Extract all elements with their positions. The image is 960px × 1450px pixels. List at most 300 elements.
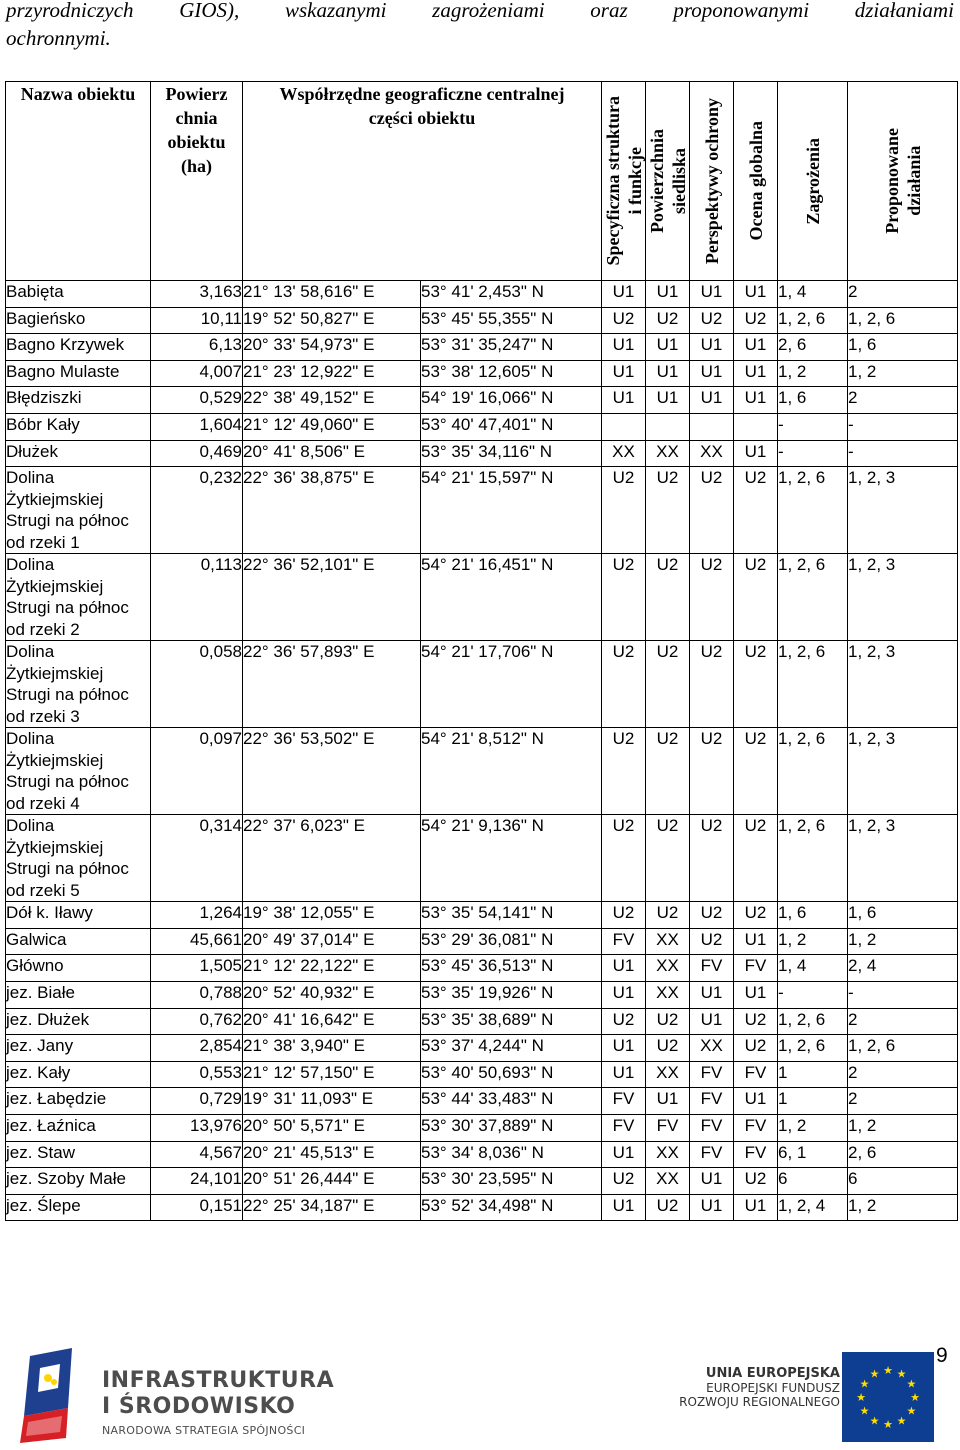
row-area: 0,729: [151, 1088, 243, 1115]
row-coord-e: 21° 13' 58,616" E: [243, 281, 421, 308]
row-spec: U1: [602, 387, 646, 414]
row-coord-e: 20° 51' 26,444" E: [243, 1168, 421, 1195]
row-spec: XX: [602, 440, 646, 467]
row-spec: [602, 413, 646, 440]
row-spec: U1: [602, 281, 646, 308]
row-area: 0,314: [151, 815, 243, 902]
row-actions: 2, 6: [848, 1141, 958, 1168]
table-row: [6, 360, 958, 387]
row-global: U1: [734, 928, 778, 955]
table-row: [6, 815, 958, 902]
row-spec: U2: [602, 902, 646, 929]
row-threats: 1, 6: [778, 387, 848, 414]
row-surface: FV: [646, 1114, 690, 1141]
row-coord-e: 19° 31' 11,093" E: [243, 1088, 421, 1115]
intro-word: przyrodniczych: [6, 0, 134, 22]
header-actions: Proponowane działania: [848, 82, 958, 281]
table-row: [6, 928, 958, 955]
row-name: jez. Dłużek: [6, 1008, 151, 1035]
row-prospects: FV: [690, 1141, 734, 1168]
eu-star-icon: ★: [896, 1415, 907, 1428]
row-actions: -: [848, 413, 958, 440]
row-surface: U2: [646, 307, 690, 334]
row-area: 0,553: [151, 1061, 243, 1088]
row-surface: U2: [646, 815, 690, 902]
row-spec: FV: [602, 1114, 646, 1141]
row-coord-n: 53° 31' 35,247" N: [421, 334, 602, 361]
row-name: Dolina Żytkiejmskiej Strugi na północ od rzeki 5: [6, 815, 151, 902]
row-global: FV: [734, 1061, 778, 1088]
header-threats: Zagrożenia: [778, 82, 848, 281]
row-coord-e: 20° 52' 40,932" E: [243, 981, 421, 1008]
table-header-row: [6, 82, 958, 281]
row-spec: FV: [602, 1088, 646, 1115]
row-surface: U1: [646, 281, 690, 308]
row-threats: 1, 2: [778, 1114, 848, 1141]
row-area: 0,469: [151, 440, 243, 467]
header-prospects: Perspektywy ochrony: [690, 82, 734, 281]
row-threats: -: [778, 413, 848, 440]
row-spec: U1: [602, 1194, 646, 1221]
row-name: jez. Kały: [6, 1061, 151, 1088]
row-global: U1: [734, 334, 778, 361]
table-row: [6, 1008, 958, 1035]
row-name: Galwica: [6, 928, 151, 955]
row-spec: U2: [602, 554, 646, 641]
row-area: 0,232: [151, 467, 243, 554]
row-surface: U2: [646, 1194, 690, 1221]
row-coord-n: 53° 30' 23,595" N: [421, 1168, 602, 1195]
row-actions: 2: [848, 281, 958, 308]
row-global: U2: [734, 307, 778, 334]
eu-star-icon: ★: [910, 1392, 920, 1404]
row-coord-e: 20° 49' 37,014" E: [243, 928, 421, 955]
row-coord-e: 20° 41' 16,642" E: [243, 1008, 421, 1035]
row-coord-e: 22° 36' 38,875" E: [243, 467, 421, 554]
row-global: U2: [734, 467, 778, 554]
eu-star-icon: ★: [859, 1405, 870, 1418]
row-coord-e: 20° 50' 5,571" E: [243, 1114, 421, 1141]
row-global: U1: [734, 1088, 778, 1115]
row-global: U1: [734, 981, 778, 1008]
habitat-table: [5, 81, 958, 1221]
row-name: Dolina Żytkiejmskiej Strugi na północ od rzeki 4: [6, 728, 151, 815]
intro-word: wskazanymi: [284, 0, 387, 22]
intro-line-1: [6, 0, 954, 24]
row-prospects: XX: [690, 1035, 734, 1062]
row-coord-e: 22° 25' 34,187" E: [243, 1194, 421, 1221]
row-global: [734, 413, 778, 440]
row-spec: U1: [602, 334, 646, 361]
row-spec: U2: [602, 641, 646, 728]
page-number: 9: [936, 1344, 948, 1367]
row-actions: 1, 2, 6: [848, 1035, 958, 1062]
row-actions: 1, 2: [848, 360, 958, 387]
table-row: [6, 1194, 958, 1221]
infrastruktura-logo: [10, 1348, 370, 1443]
eu-flag-icon: [842, 1352, 934, 1442]
row-name: Dolina Żytkiejmskiej Strugi na północ od rzeki 3: [6, 641, 151, 728]
row-coord-n: 53° 29' 36,081" N: [421, 928, 602, 955]
header-global: Ocena globalna: [734, 82, 778, 281]
row-surface: XX: [646, 440, 690, 467]
row-prospects: FV: [690, 1114, 734, 1141]
eu-star-icon: ★: [883, 1419, 893, 1431]
row-actions: 1, 6: [848, 902, 958, 929]
row-coord-n: 53° 44' 33,483" N: [421, 1088, 602, 1115]
row-threats: 1, 2, 6: [778, 554, 848, 641]
row-coord-n: 53° 34' 8,036" N: [421, 1141, 602, 1168]
row-prospects: U1: [690, 360, 734, 387]
row-global: U2: [734, 1008, 778, 1035]
table-row: [6, 307, 958, 334]
row-prospects: U1: [690, 1194, 734, 1221]
row-coord-n: 54° 21' 9,136" N: [421, 815, 602, 902]
intro-word: proponowanymi: [673, 0, 810, 22]
eu-star-icon: ★: [883, 1365, 893, 1377]
row-actions: 1, 2: [848, 1194, 958, 1221]
row-surface: XX: [646, 955, 690, 982]
row-area: 45,661: [151, 928, 243, 955]
intro-paragraph: [6, 0, 954, 52]
row-coord-n: 53° 45' 55,355" N: [421, 307, 602, 334]
row-name: Bóbr Kały: [6, 413, 151, 440]
row-global: U2: [734, 1168, 778, 1195]
row-coord-e: 20° 21' 45,513" E: [243, 1141, 421, 1168]
table-row: [6, 1114, 958, 1141]
row-name: jez. Staw: [6, 1141, 151, 1168]
eu-star-icon: ★: [856, 1392, 866, 1404]
row-surface: [646, 413, 690, 440]
row-prospects: FV: [690, 955, 734, 982]
row-area: 0,151: [151, 1194, 243, 1221]
table-row: [6, 1141, 958, 1168]
row-threats: 1, 2, 6: [778, 641, 848, 728]
row-prospects: FV: [690, 1061, 734, 1088]
row-global: U2: [734, 554, 778, 641]
table-row: [6, 1035, 958, 1062]
table-row: [6, 1168, 958, 1195]
row-name: jez. Białe: [6, 981, 151, 1008]
row-actions: 1, 2, 3: [848, 554, 958, 641]
row-area: 6,13: [151, 334, 243, 361]
eu-star-icon: ★: [869, 1415, 880, 1428]
row-area: 0,788: [151, 981, 243, 1008]
row-area: 0,762: [151, 1008, 243, 1035]
row-threats: 1: [778, 1088, 848, 1115]
row-prospects: U2: [690, 307, 734, 334]
row-surface: U2: [646, 1035, 690, 1062]
row-actions: 6: [848, 1168, 958, 1195]
row-surface: XX: [646, 928, 690, 955]
header-surface: Powierzchnia siedliska: [646, 82, 690, 281]
row-spec: U2: [602, 728, 646, 815]
row-prospects: U2: [690, 902, 734, 929]
row-threats: 1, 2, 6: [778, 467, 848, 554]
row-spec: U1: [602, 1035, 646, 1062]
row-coord-n: 54° 21' 15,597" N: [421, 467, 602, 554]
header-name: Nazwa obiektu: [6, 82, 151, 281]
header-spec: Specyficzna struktura i funkcje: [602, 82, 646, 281]
row-prospects: U2: [690, 815, 734, 902]
row-global: FV: [734, 955, 778, 982]
row-name: Dół k. Iławy: [6, 902, 151, 929]
row-spec: U1: [602, 1141, 646, 1168]
row-area: 13,976: [151, 1114, 243, 1141]
row-threats: -: [778, 981, 848, 1008]
table-row: [6, 334, 958, 361]
row-actions: 1, 2: [848, 928, 958, 955]
eu-label: UNIA EUROPEJSKA EUROPEJSKI FUNDUSZ ROZWOJU REGIONALNEGO: [679, 1366, 840, 1409]
row-coord-n: 53° 38' 12,605" N: [421, 360, 602, 387]
row-area: 0,097: [151, 728, 243, 815]
eu-star-icon: ★: [906, 1378, 917, 1391]
row-threats: -: [778, 440, 848, 467]
row-spec: U1: [602, 360, 646, 387]
row-prospects: U2: [690, 641, 734, 728]
row-surface: U2: [646, 554, 690, 641]
header-coords: Współrzędne geograficzne centralnej części obiektu: [243, 82, 602, 281]
row-threats: 1, 2: [778, 360, 848, 387]
row-threats: 1, 2, 6: [778, 815, 848, 902]
row-global: U1: [734, 387, 778, 414]
row-threats: 2, 6: [778, 334, 848, 361]
row-spec: U2: [602, 815, 646, 902]
row-threats: 1, 4: [778, 955, 848, 982]
row-prospects: U2: [690, 554, 734, 641]
row-coord-n: 53° 35' 38,689" N: [421, 1008, 602, 1035]
table-row: [6, 728, 958, 815]
intro-word: GIOS),: [179, 0, 240, 22]
row-global: U1: [734, 360, 778, 387]
table-row: [6, 955, 958, 982]
row-area: 2,854: [151, 1035, 243, 1062]
row-name: Bagno Mulaste: [6, 360, 151, 387]
row-coord-e: 22° 37' 6,023" E: [243, 815, 421, 902]
table-row: [6, 554, 958, 641]
table-row: [6, 641, 958, 728]
row-actions: 2: [848, 1061, 958, 1088]
row-surface: U1: [646, 387, 690, 414]
row-surface: U1: [646, 360, 690, 387]
row-global: FV: [734, 1141, 778, 1168]
row-coord-n: 54° 19' 16,066" N: [421, 387, 602, 414]
row-coord-e: 22° 36' 52,101" E: [243, 554, 421, 641]
row-coord-e: 22° 38' 49,152" E: [243, 387, 421, 414]
row-threats: 1, 2: [778, 928, 848, 955]
row-coord-n: 53° 40' 47,401" N: [421, 413, 602, 440]
row-area: 0,529: [151, 387, 243, 414]
table-row: [6, 387, 958, 414]
row-surface: XX: [646, 1168, 690, 1195]
row-threats: 1, 2, 6: [778, 1008, 848, 1035]
row-surface: U2: [646, 641, 690, 728]
row-coord-e: 21° 12' 22,122" E: [243, 955, 421, 982]
table-row: [6, 1088, 958, 1115]
row-prospects: [690, 413, 734, 440]
table-body: [6, 281, 958, 1221]
row-coord-e: 20° 41' 8,506" E: [243, 440, 421, 467]
row-surface: U2: [646, 467, 690, 554]
row-area: 3,163: [151, 281, 243, 308]
row-prospects: XX: [690, 440, 734, 467]
row-coord-n: 54° 21' 16,451" N: [421, 554, 602, 641]
row-name: Dłużek: [6, 440, 151, 467]
row-global: U2: [734, 1035, 778, 1062]
row-name: jez. Szoby Małe: [6, 1168, 151, 1195]
row-name: Główno: [6, 955, 151, 982]
row-name: Dolina Żytkiejmskiej Strugi na północ od rzeki 2: [6, 554, 151, 641]
row-actions: 1, 6: [848, 334, 958, 361]
row-actions: 1, 2, 3: [848, 467, 958, 554]
row-actions: -: [848, 981, 958, 1008]
header-area: Powierz chnia obiektu (ha): [151, 82, 243, 281]
row-threats: 1, 2, 6: [778, 728, 848, 815]
row-coord-e: 20° 33' 54,973" E: [243, 334, 421, 361]
row-global: FV: [734, 1114, 778, 1141]
table-row: [6, 281, 958, 308]
row-prospects: U2: [690, 467, 734, 554]
row-coord-n: 53° 45' 36,513" N: [421, 955, 602, 982]
table-row: [6, 413, 958, 440]
row-prospects: FV: [690, 1088, 734, 1115]
row-coord-n: 53° 30' 37,889" N: [421, 1114, 602, 1141]
row-prospects: U1: [690, 1008, 734, 1035]
row-coord-n: 54° 21' 17,706" N: [421, 641, 602, 728]
row-name: Bagno Krzywek: [6, 334, 151, 361]
row-threats: 1, 4: [778, 281, 848, 308]
row-coord-n: 53° 35' 54,141" N: [421, 902, 602, 929]
row-surface: U1: [646, 334, 690, 361]
row-spec: U2: [602, 467, 646, 554]
row-actions: 1, 2, 6: [848, 307, 958, 334]
row-prospects: U1: [690, 334, 734, 361]
row-actions: 1, 2: [848, 1114, 958, 1141]
row-prospects: U1: [690, 1168, 734, 1195]
row-global: U2: [734, 902, 778, 929]
row-coord-n: 54° 21' 8,512" N: [421, 728, 602, 815]
row-threats: 1, 2, 6: [778, 307, 848, 334]
row-global: U1: [734, 440, 778, 467]
row-coord-n: 53° 37' 4,244" N: [421, 1035, 602, 1062]
row-coord-n: 53° 35' 19,926" N: [421, 981, 602, 1008]
row-spec: U2: [602, 1168, 646, 1195]
row-threats: 1, 2, 6: [778, 1035, 848, 1062]
row-prospects: U1: [690, 281, 734, 308]
table-row: [6, 467, 958, 554]
row-global: U2: [734, 641, 778, 728]
intro-word: oraz: [590, 0, 628, 22]
row-area: 4,567: [151, 1141, 243, 1168]
row-actions: 2, 4: [848, 955, 958, 982]
eu-star-icon: ★: [869, 1368, 880, 1381]
row-prospects: U1: [690, 981, 734, 1008]
table-row: [6, 440, 958, 467]
row-prospects: U2: [690, 928, 734, 955]
row-threats: 1, 6: [778, 902, 848, 929]
row-name: Dolina Żytkiejmskiej Strugi na północ od rzeki 1: [6, 467, 151, 554]
row-area: 1,505: [151, 955, 243, 982]
intro-word: zagrożeniami: [432, 0, 545, 22]
row-coord-e: 19° 52' 50,827" E: [243, 307, 421, 334]
row-area: 1,264: [151, 902, 243, 929]
row-actions: 2: [848, 387, 958, 414]
table-row: [6, 1061, 958, 1088]
row-spec: FV: [602, 928, 646, 955]
row-actions: 1, 2, 3: [848, 728, 958, 815]
row-actions: 1, 2, 3: [848, 815, 958, 902]
footer: [0, 1338, 960, 1450]
row-surface: XX: [646, 981, 690, 1008]
eu-star-icon: ★: [906, 1405, 917, 1418]
row-coord-e: 21° 23' 12,922" E: [243, 360, 421, 387]
row-threats: 1: [778, 1061, 848, 1088]
row-name: Babięta: [6, 281, 151, 308]
table-row: [6, 981, 958, 1008]
row-coord-n: 53° 41' 2,453" N: [421, 281, 602, 308]
row-area: 1,604: [151, 413, 243, 440]
row-name: Bagieńsko: [6, 307, 151, 334]
row-spec: U1: [602, 981, 646, 1008]
row-actions: -: [848, 440, 958, 467]
row-actions: 1, 2, 3: [848, 641, 958, 728]
table-row: [6, 902, 958, 929]
row-coord-e: 22° 36' 53,502" E: [243, 728, 421, 815]
row-actions: 2: [848, 1008, 958, 1035]
row-coord-e: 21° 38' 3,940" E: [243, 1035, 421, 1062]
eu-star-icon: ★: [859, 1378, 870, 1391]
row-threats: 6: [778, 1168, 848, 1195]
row-global: U2: [734, 815, 778, 902]
row-coord-n: 53° 52' 34,498" N: [421, 1194, 602, 1221]
row-global: U1: [734, 281, 778, 308]
row-name: jez. Łaźnica: [6, 1114, 151, 1141]
intro-line-2: ochronnymi.: [6, 26, 111, 50]
row-actions: 2: [848, 1088, 958, 1115]
row-coord-e: 22° 36' 57,893" E: [243, 641, 421, 728]
row-surface: U1: [646, 1088, 690, 1115]
row-spec: U1: [602, 955, 646, 982]
row-global: U1: [734, 1194, 778, 1221]
brand-title: INFRASTRUKTURA I ŚRODOWISKO: [102, 1368, 335, 1419]
row-surface: U2: [646, 728, 690, 815]
intro-word: działaniami: [854, 0, 954, 22]
row-name: jez. Ślepe: [6, 1194, 151, 1221]
row-prospects: U2: [690, 728, 734, 815]
row-spec: U2: [602, 1008, 646, 1035]
brand-subtitle: NARODOWA STRATEGIA SPÓJNOŚCI: [102, 1424, 306, 1437]
row-coord-e: 19° 38' 12,055" E: [243, 902, 421, 929]
row-threats: 1, 2, 4: [778, 1194, 848, 1221]
eu-star-icon: ★: [896, 1368, 907, 1381]
row-surface: XX: [646, 1061, 690, 1088]
row-spec: U2: [602, 307, 646, 334]
row-area: 24,101: [151, 1168, 243, 1195]
row-area: 4,007: [151, 360, 243, 387]
row-global: U2: [734, 728, 778, 815]
row-threats: 6, 1: [778, 1141, 848, 1168]
row-coord-n: 53° 35' 34,116" N: [421, 440, 602, 467]
row-surface: U2: [646, 902, 690, 929]
row-area: 10,11: [151, 307, 243, 334]
row-spec: U1: [602, 1061, 646, 1088]
pl-flag-logo-icon: [10, 1348, 90, 1443]
row-coord-n: 53° 40' 50,693" N: [421, 1061, 602, 1088]
row-prospects: U1: [690, 387, 734, 414]
row-area: 0,058: [151, 641, 243, 728]
row-area: 0,113: [151, 554, 243, 641]
row-name: jez. Jany: [6, 1035, 151, 1062]
